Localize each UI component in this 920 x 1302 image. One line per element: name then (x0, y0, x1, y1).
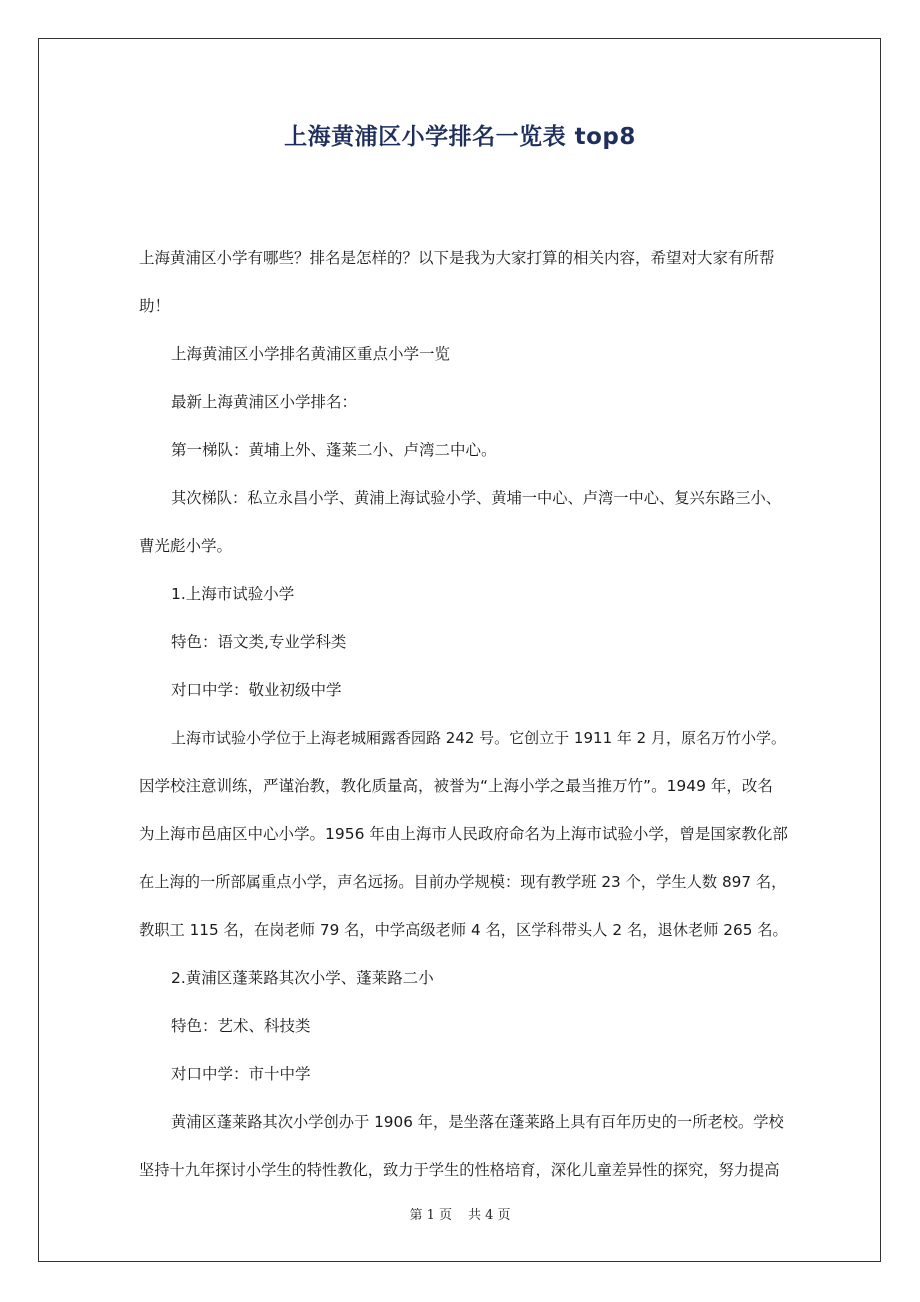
paragraph-line: 第一梯队：黄埔上外、蓬莱二小、卢湾二中心。 (171, 441, 497, 459)
paragraph-line: 坚持十九年探讨小学生的特性教化，致力于学生的性格培育，深化儿童差异性的探究，努力提高 (139, 1161, 780, 1179)
paragraph-line: 对口中学：市十中学 (171, 1065, 311, 1083)
paragraph-line: 曹光彪小学。 (139, 537, 233, 555)
paragraph-line: 教职工 115 名，在岗老师 79 名，中学高级老师 4 名，区学科带头人 2 名，退休老师 265 名。 (139, 921, 788, 939)
paragraph-line: 上海黄浦区小学排名黄浦区重点小学一览 (171, 345, 451, 363)
paragraph-line: 对口中学：敬业初级中学 (171, 681, 342, 699)
paragraph-line: 在上海的一所部属重点小学，声名远扬。目前办学规模：现有教学班 23 个，学生人数 897 名， (139, 873, 787, 891)
paragraph-line: 因学校注意训练，严谨治教，教化质量高，被誉为“上海小学之最当推万竹”。1949 年，改名 (139, 777, 773, 795)
paragraph-line: 为上海市邑庙区中心小学。1956 年由上海市人民政府命名为上海市试验小学，曾是国家教化部 (139, 825, 788, 843)
paragraph-line: 特色：语文类,专业学科类 (171, 633, 347, 651)
paragraph-line: 最新上海黄浦区小学排名： (171, 393, 358, 411)
paragraph-line: 上海市试验小学位于上海老城厢露香园路 242 号。它创立于 1911 年 2 月，原名万竹小学。 (171, 729, 786, 747)
section-heading: 1.上海市试验小学 (171, 585, 295, 603)
section-heading: 2.黄浦区蓬莱路其次小学、蓬莱路二小 (171, 969, 434, 987)
paragraph-line: 助！ (139, 297, 171, 315)
paragraph-line: 特色：艺术、科技类 (171, 1017, 311, 1035)
page-footer (0, 1204, 920, 1223)
page-total: 共 4 页 (468, 1208, 511, 1223)
document-title: 上海黄浦区小学排名一览表 top8 (284, 124, 636, 150)
paragraph-line: 黄浦区蓬莱路其次小学创办于 1906 年，是坐落在蓬莱路上具有百年历史的一所老校。学校 (171, 1113, 784, 1131)
document-body (139, 234, 789, 1194)
paragraph-line: 其次梯队：私立永昌小学、黄浦上海试验小学、黄埔一中心、卢湾一中心、复兴东路三小、 (171, 489, 781, 507)
page-number: 第 1 页 (409, 1208, 452, 1223)
paragraph-line: 上海黄浦区小学有哪些？排名是怎样的？以下是我为大家打算的相关内容，希望对大家有所帮 (139, 249, 775, 267)
